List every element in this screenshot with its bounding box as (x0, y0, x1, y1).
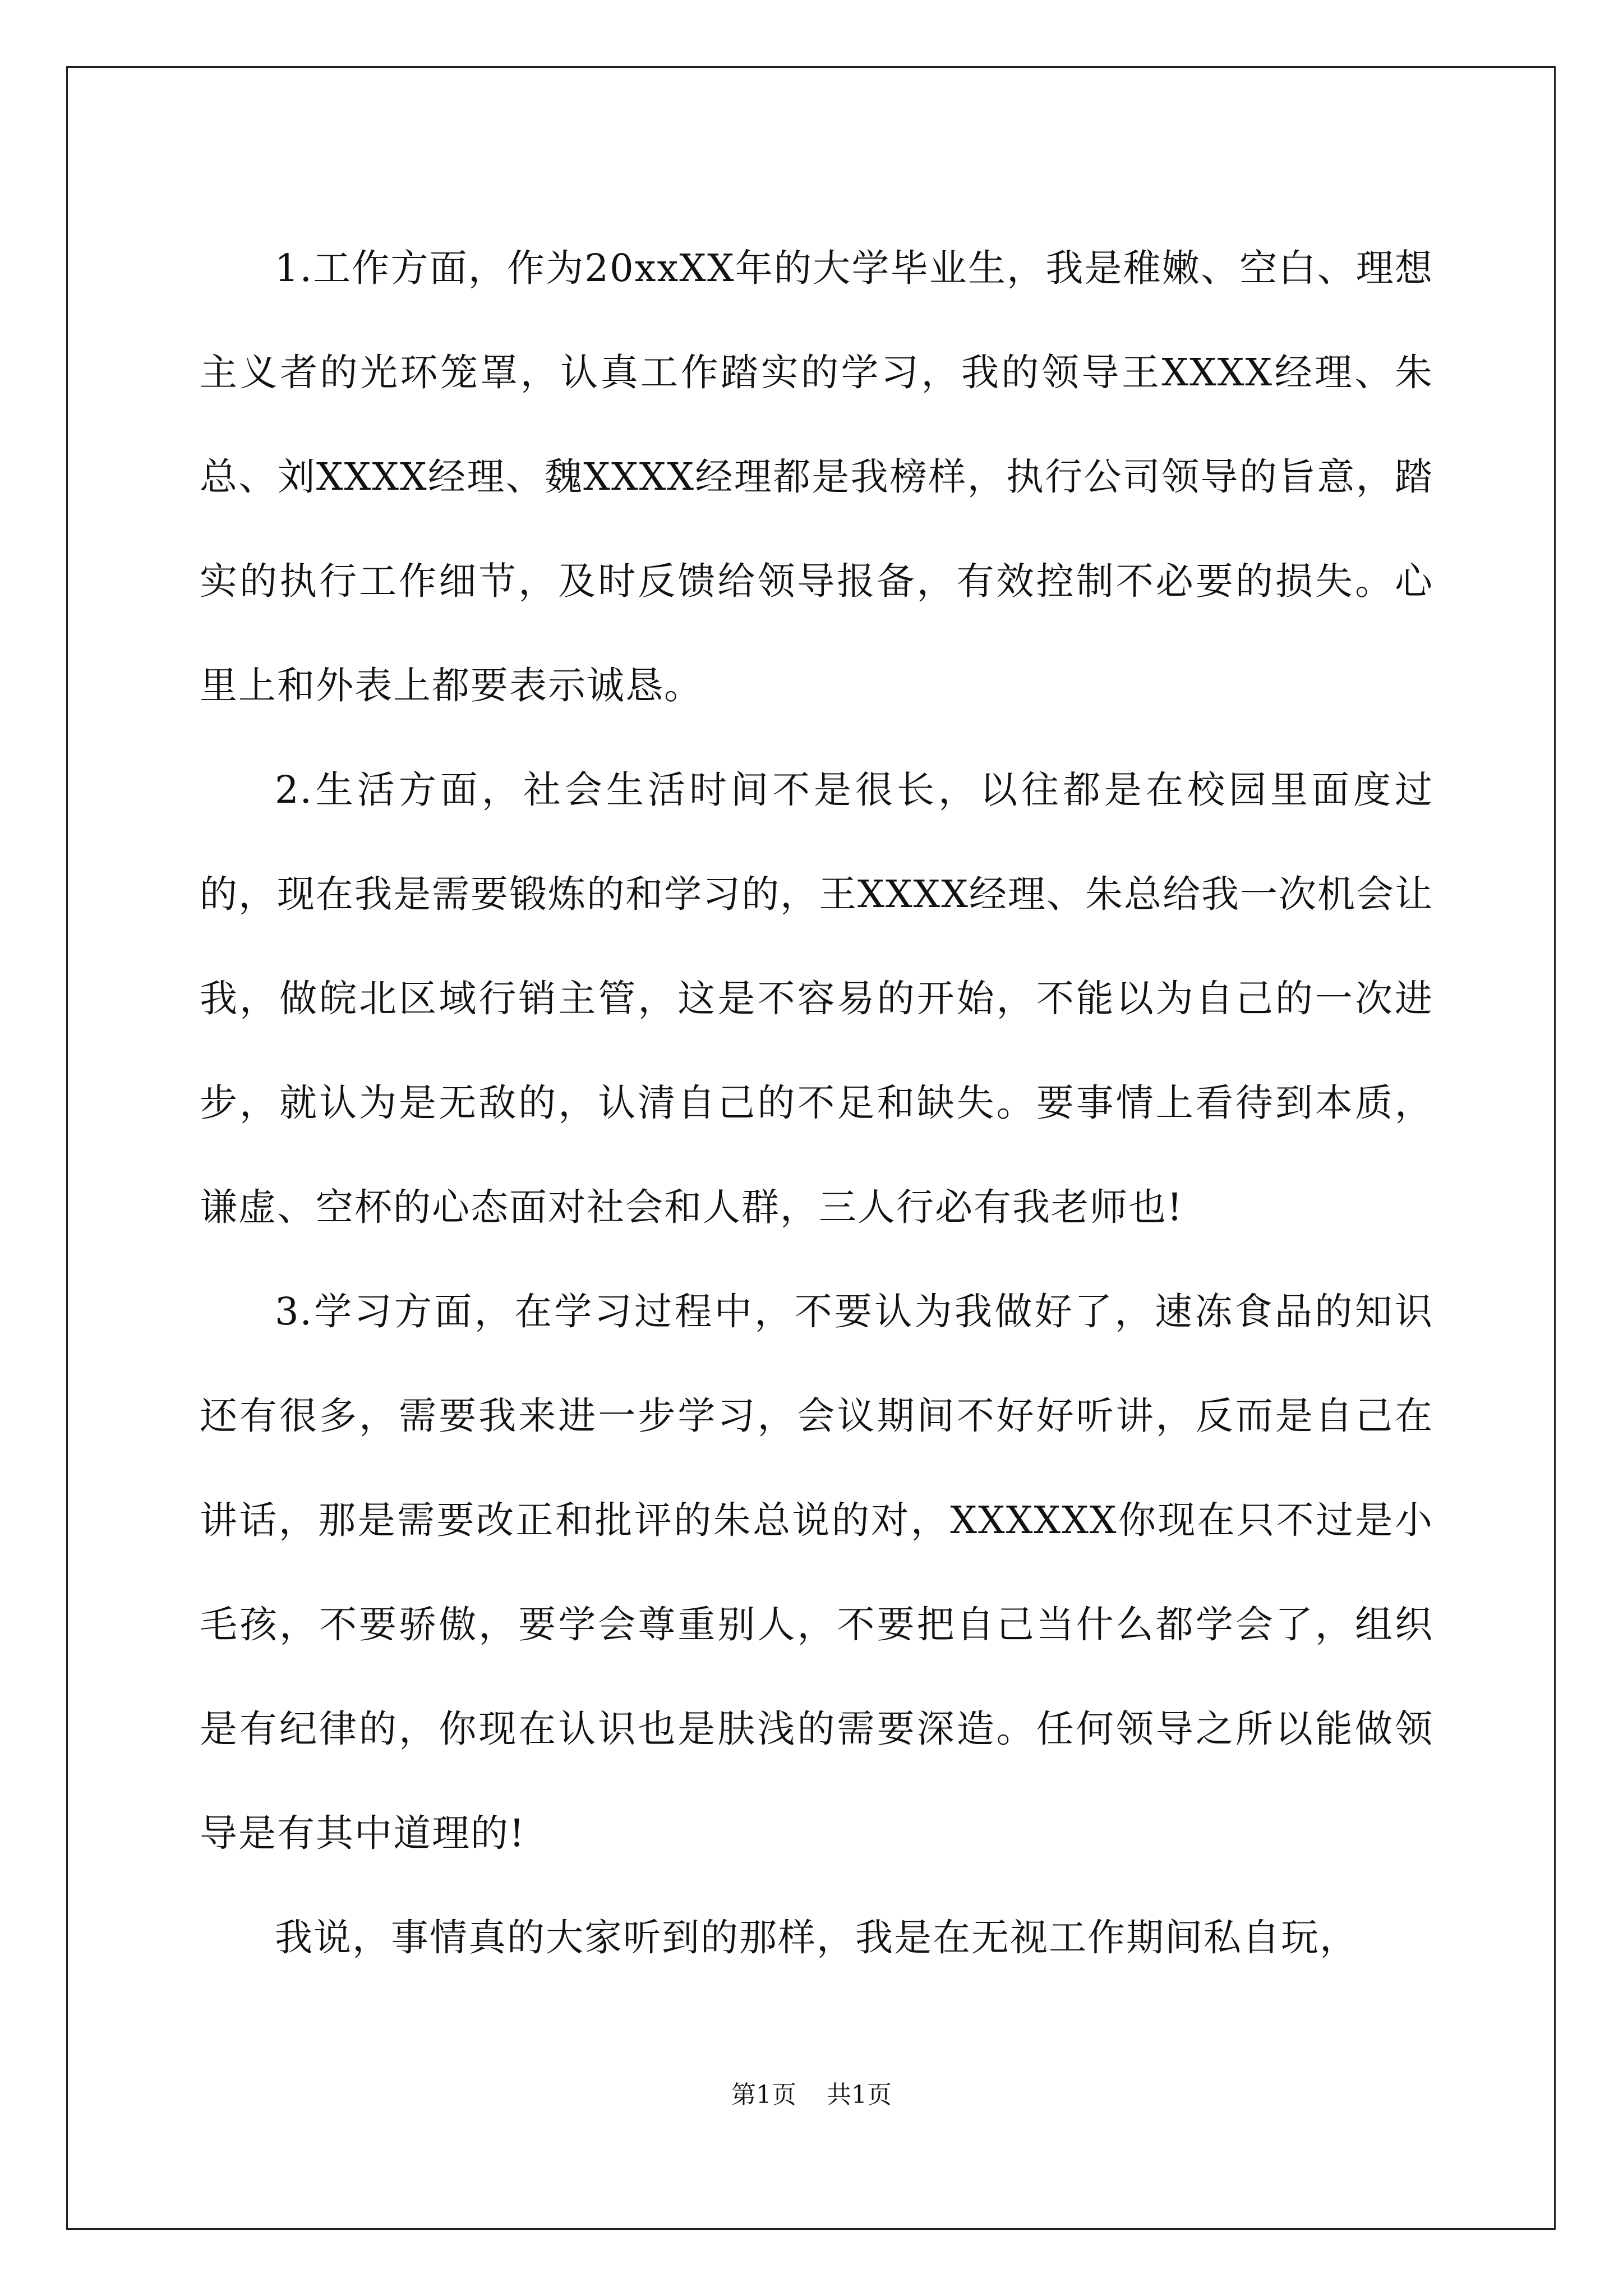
page-number: 第1页 (731, 2081, 796, 2109)
paragraph-conclusion: 我说，事情真的大家听到的那样，我是在无视工作期间私自玩， (275, 1916, 1358, 1959)
page-footer (0, 2078, 1623, 2112)
paragraph-life: 2.生活方面，社会生活时间不是很长，以往都是在校园里面度过的，现在我是需要锻炼的和学习的，王XXXX经理、朱总给我一次机会让我，做皖北区域行销主管，这是不容易的开始，不能以为自己的一次进步，就认为是无敌的，认清自己的不足和缺失。要事情上看待到本质，谦虚、空杯的心态面对社会和人群，三人行必有我老师也! (200, 768, 1433, 1229)
page-total: 共1页 (827, 2081, 892, 2109)
document-body (200, 216, 1433, 1990)
paragraph-work: 1.工作方面，作为20xxXX年的大学毕业生，我是稚嫩、空白、理想主义者的光环笼罩，认真工作踏实的学习，我的领导王XXXX经理、朱总、刘XXXX经理、魏XXXX经理都是我榜样，执行公司领导的旨意，踏实的执行工作细节，及时反馈给领导报备，有效控制不必要的损失。心里上和外表上都要表示诚恳。 (200, 246, 1433, 707)
paragraph-study: 3.学习方面，在学习过程中，不要认为我做好了，速冻食品的知识还有很多，需要我来进一步学习，会议期间不好好听讲，反而是自己在讲话，那是需要改正和批评的朱总说的对，XXXXXX你现在只不过是小毛孩，不要骄傲，要学会尊重别人，不要把自己当什么都学会了，组织是有纪律的，你现在认识也是肤浅的需要深造。任何领导之所以能做领导是有其中道理的! (200, 1290, 1433, 1855)
